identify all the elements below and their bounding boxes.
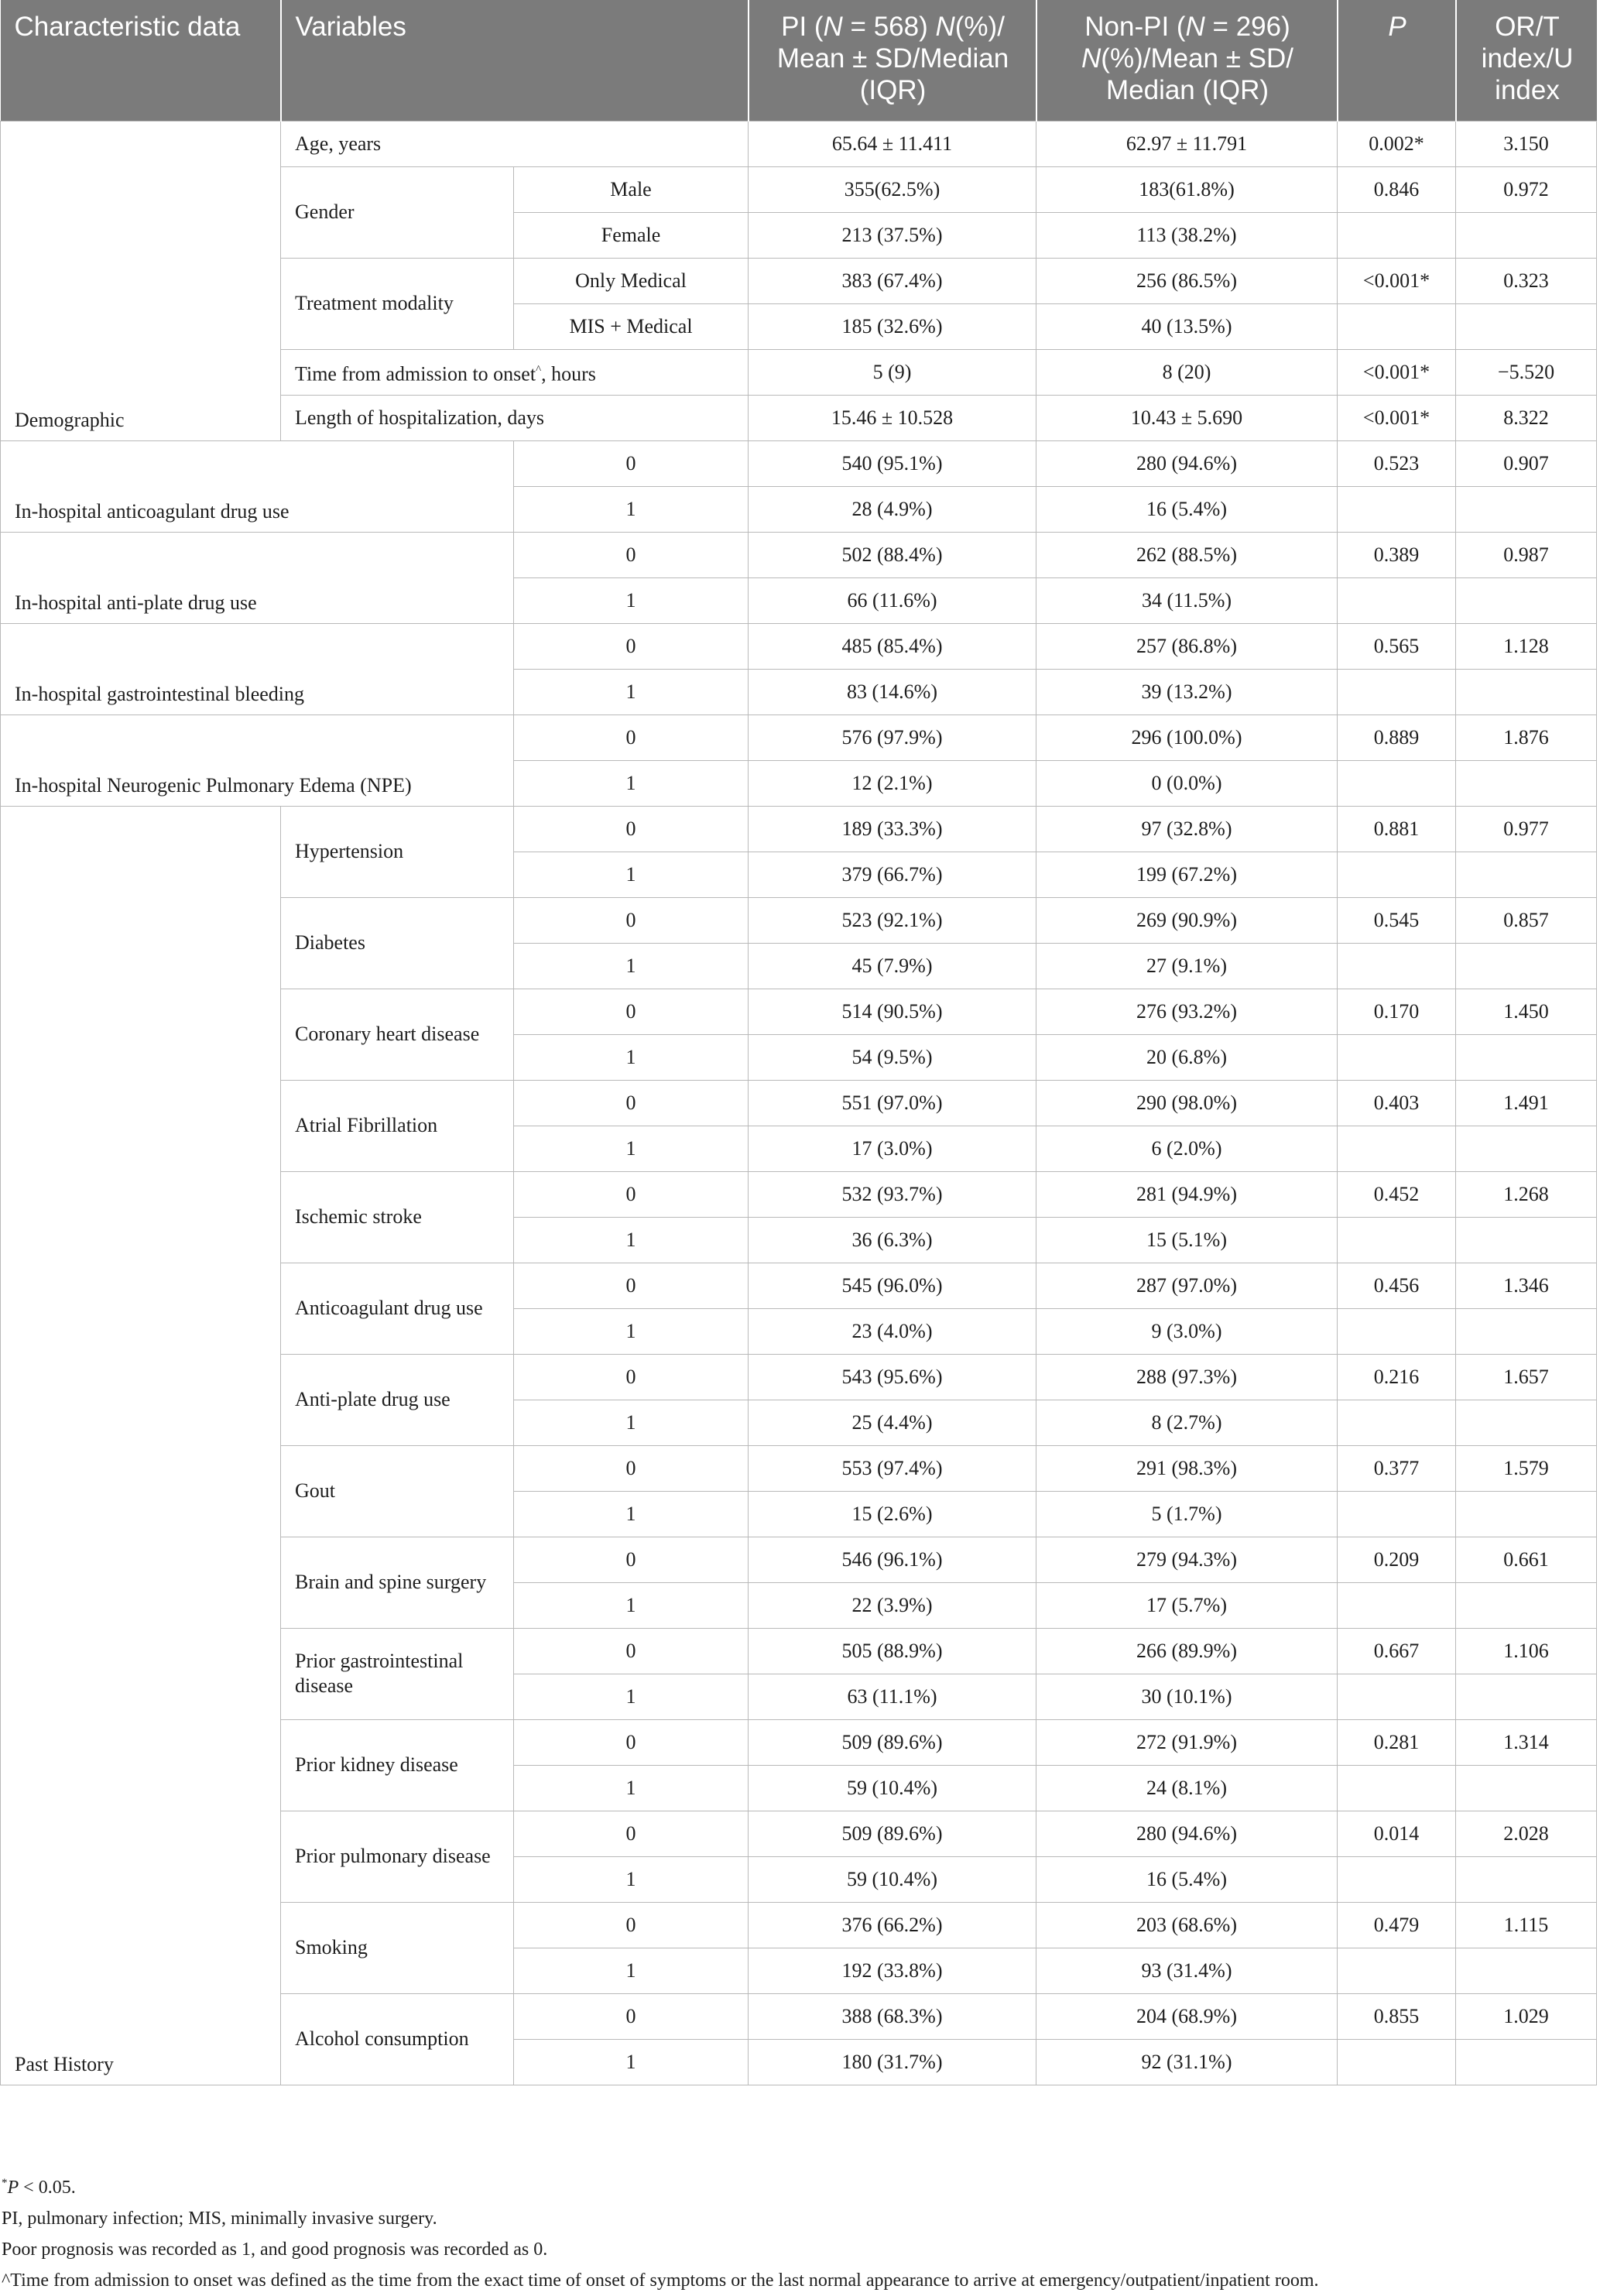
cell-non-pi: 291 (98.3%) [1036,1445,1338,1491]
cell-pi: 540 (95.1%) [749,440,1036,486]
level-1: 1 [514,1491,749,1537]
variable-past: Diabetes [281,897,514,989]
variable-onset: Time from admission to onset^, hours [281,349,749,395]
variable-past: Prior pulmonary disease [281,1811,514,1902]
cell-pi: 543 (95.6%) [749,1354,1036,1400]
cell-pi: 180 (31.7%) [749,2039,1036,2085]
variable-age: Age, years [281,121,749,166]
cell-non-pi: 8 (2.7%) [1036,1400,1338,1445]
cell-non-pi: 92 (31.1%) [1036,2039,1338,2085]
table-footnotes [0,2167,1596,2296]
cell-p: 0.881 [1338,806,1456,852]
cell-p: 0.545 [1338,897,1456,943]
footnote-significance: *P < 0.05. [2,2177,76,2198]
cell-pi: 545 (96.0%) [749,1263,1036,1308]
header-pi: PI (N = 568) N(%)/ Mean ± SD/Median (IQR) [749,0,1036,121]
cell-p [1338,1856,1456,1902]
table-row [1,623,1597,669]
variable-past: Brain and spine surgery [281,1537,514,1628]
cell-non-pi: 296 (100.0%) [1036,715,1338,760]
cell-stat: 1.579 [1456,1445,1597,1491]
level-1: 1 [514,1856,749,1902]
cell-non-pi: 0 (0.0%) [1036,760,1338,806]
level-1: 1 [514,1765,749,1811]
cell-pi: 576 (97.9%) [749,715,1036,760]
cell-pi: 509 (89.6%) [749,1811,1036,1856]
cell-p [1338,486,1456,532]
cell-non-pi: 266 (89.9%) [1036,1628,1338,1674]
cell-pi: 514 (90.5%) [749,989,1036,1034]
cell-pi: 376 (66.2%) [749,1902,1036,1948]
cell-p: 0.452 [1338,1171,1456,1217]
cell-stat: 1.268 [1456,1171,1597,1217]
cell-pi: 65.64 ± 11.411 [749,121,1036,166]
level-0: 0 [514,1811,749,1856]
table-row [1,532,1597,577]
cell-stat: 3.150 [1456,121,1597,166]
cell-non-pi: 97 (32.8%) [1036,806,1338,852]
cell-p [1338,852,1456,897]
variable-past: Prior gastrointestinal disease [281,1628,514,1719]
cell-pi: 189 (33.3%) [749,806,1036,852]
level-0: 0 [514,806,749,852]
cell-pi: 192 (33.8%) [749,1948,1036,1993]
cell-stat [1456,852,1597,897]
cell-stat [1456,1400,1597,1445]
cell-pi: 502 (88.4%) [749,532,1036,577]
level-male: Male [514,166,749,212]
cell-non-pi: 17 (5.7%) [1036,1582,1338,1628]
cell-p: 0.377 [1338,1445,1456,1491]
cell-non-pi: 9 (3.0%) [1036,1308,1338,1354]
cell-pi: 36 (6.3%) [749,1217,1036,1263]
cell-p: 0.889 [1338,715,1456,760]
level-1: 1 [514,577,749,623]
footnote-onset-definition: ^Time from admission to onset was defined as the time from the exact time of onset of symptoms or the last normal appearance to arrive at emergency/outpatient/inpatient room. [2,2270,1319,2291]
cell-pi: 23 (4.0%) [749,1308,1036,1354]
cell-pi: 12 (2.1%) [749,760,1036,806]
cell-p: 0.565 [1338,623,1456,669]
level-female: Female [514,212,749,258]
level-1: 1 [514,486,749,532]
cell-non-pi: 288 (97.3%) [1036,1354,1338,1400]
cell-p [1338,303,1456,349]
variable-past: Smoking [281,1902,514,1993]
cell-non-pi: 6 (2.0%) [1036,1126,1338,1171]
cell-stat [1456,1674,1597,1719]
cell-pi: 15 (2.6%) [749,1491,1036,1537]
cell-p: 0.389 [1338,532,1456,577]
cell-stat: 1.450 [1456,989,1597,1034]
cell-non-pi: 16 (5.4%) [1036,486,1338,532]
cell-non-pi: 257 (86.8%) [1036,623,1338,669]
cell-p [1338,1217,1456,1263]
cell-p [1338,1034,1456,1080]
cell-p [1338,943,1456,989]
cell-p [1338,1308,1456,1354]
cell-pi: 45 (7.9%) [749,943,1036,989]
cell-pi: 379 (66.7%) [749,852,1036,897]
cell-non-pi: 183(61.8%) [1036,166,1338,212]
cell-p [1338,1491,1456,1537]
cell-stat: 0.323 [1456,258,1597,303]
level-mis-medical: MIS + Medical [514,303,749,349]
cell-p [1338,212,1456,258]
cell-non-pi: 15 (5.1%) [1036,1217,1338,1263]
cell-p: <0.001* [1338,258,1456,303]
cell-p: 0.209 [1338,1537,1456,1582]
variable-past: Prior kidney disease [281,1719,514,1811]
cell-non-pi: 20 (6.8%) [1036,1034,1338,1080]
cell-pi: 25 (4.4%) [749,1400,1036,1445]
cell-pi: 523 (92.1%) [749,897,1036,943]
cell-stat: 0.907 [1456,440,1597,486]
cell-non-pi: 10.43 ± 5.690 [1036,395,1338,440]
cell-p: <0.001* [1338,395,1456,440]
cell-pi: 551 (97.0%) [749,1080,1036,1126]
cell-p: 0.216 [1338,1354,1456,1400]
cell-pi: 505 (88.9%) [749,1628,1036,1674]
cell-stat: 1.346 [1456,1263,1597,1308]
group-demographic: Demographic [1,121,281,440]
cell-pi: 22 (3.9%) [749,1582,1036,1628]
level-0: 0 [514,1171,749,1217]
group-past-history: Past History [1,806,281,2085]
cell-non-pi: 287 (97.0%) [1036,1263,1338,1308]
cell-pi: 553 (97.4%) [749,1445,1036,1491]
level-0: 0 [514,897,749,943]
variable-past: Coronary heart disease [281,989,514,1080]
level-1: 1 [514,669,749,715]
cell-pi: 485 (85.4%) [749,623,1036,669]
level-0: 0 [514,532,749,577]
cell-p: 0.002* [1338,121,1456,166]
cell-pi: 83 (14.6%) [749,669,1036,715]
footnote-abbreviations: PI, pulmonary infection; MIS, minimally invasive surgery. [2,2209,437,2229]
footnote-prognosis: Poor prognosis was recorded as 1, and good prognosis was recorded as 0. [2,2239,548,2260]
level-0: 0 [514,1263,749,1308]
cell-non-pi: 203 (68.6%) [1036,1902,1338,1948]
cell-non-pi: 93 (31.4%) [1036,1948,1338,1993]
level-1: 1 [514,1582,749,1628]
cell-stat [1456,760,1597,806]
cell-stat [1456,577,1597,623]
cell-stat: 8.322 [1456,395,1597,440]
level-0: 0 [514,715,749,760]
level-1: 1 [514,1948,749,1993]
level-1: 1 [514,2039,749,2085]
cell-pi: 15.46 ± 10.528 [749,395,1036,440]
variable-past: Gout [281,1445,514,1537]
cell-stat: 1.106 [1456,1628,1597,1674]
cell-stat: 2.028 [1456,1811,1597,1856]
cell-pi: 532 (93.7%) [749,1171,1036,1217]
variable-inhospital: In-hospital anti-plate drug use [1,532,514,623]
cell-pi: 185 (32.6%) [749,303,1036,349]
cell-pi: 17 (3.0%) [749,1126,1036,1171]
cell-pi: 59 (10.4%) [749,1765,1036,1811]
cell-stat: 1.115 [1456,1902,1597,1948]
cell-non-pi: 280 (94.6%) [1036,1811,1338,1856]
level-1: 1 [514,852,749,897]
cell-p: 0.281 [1338,1719,1456,1765]
level-0: 0 [514,440,749,486]
cell-non-pi: 5 (1.7%) [1036,1491,1338,1537]
level-0: 0 [514,1354,749,1400]
level-1: 1 [514,1126,749,1171]
level-0: 0 [514,1445,749,1491]
cell-stat [1456,212,1597,258]
cell-stat: 0.972 [1456,166,1597,212]
cell-p [1338,1582,1456,1628]
level-0: 0 [514,989,749,1034]
variable-inhospital: In-hospital anticoagulant drug use [1,440,514,532]
cell-pi: 54 (9.5%) [749,1034,1036,1080]
level-1: 1 [514,1674,749,1719]
cell-p: 0.855 [1338,1993,1456,2039]
cell-p: 0.403 [1338,1080,1456,1126]
cell-stat [1456,1217,1597,1263]
table-row [1,440,1597,486]
cell-stat [1456,1582,1597,1628]
level-1: 1 [514,1034,749,1080]
cell-p [1338,1400,1456,1445]
variable-past: Hypertension [281,806,514,897]
variable-inhospital: In-hospital gastrointestinal bleeding [1,623,514,715]
cell-non-pi: 276 (93.2%) [1036,989,1338,1034]
level-1: 1 [514,1308,749,1354]
cell-stat [1456,669,1597,715]
cell-non-pi: 113 (38.2%) [1036,212,1338,258]
cell-p [1338,2039,1456,2085]
cell-p: 0.846 [1338,166,1456,212]
variable-past: Ischemic stroke [281,1171,514,1263]
cell-stat: 0.857 [1456,897,1597,943]
cell-non-pi: 62.97 ± 11.791 [1036,121,1338,166]
cell-pi: 66 (11.6%) [749,577,1036,623]
variable-past: Atrial Fibrillation [281,1080,514,1171]
cell-stat: 1.657 [1456,1354,1597,1400]
cell-stat: 1.876 [1456,715,1597,760]
cell-p [1338,1948,1456,1993]
cell-pi: 5 (9) [749,349,1036,395]
header-characteristic: Characteristic data [1,0,281,121]
cell-pi: 388 (68.3%) [749,1993,1036,2039]
variable-gender: Gender [281,166,514,258]
cell-pi: 213 (37.5%) [749,212,1036,258]
cell-p: 0.456 [1338,1263,1456,1308]
cell-non-pi: 34 (11.5%) [1036,577,1338,623]
cell-non-pi: 290 (98.0%) [1036,1080,1338,1126]
variable-inhospital: In-hospital Neurogenic Pulmonary Edema (NPE) [1,715,514,806]
cell-stat: −5.520 [1456,349,1597,395]
cell-p [1338,1126,1456,1171]
cell-stat: 0.977 [1456,806,1597,852]
cell-non-pi: 272 (91.9%) [1036,1719,1338,1765]
level-1: 1 [514,1217,749,1263]
table-row [1,121,1597,166]
cell-non-pi: 281 (94.9%) [1036,1171,1338,1217]
level-0: 0 [514,1993,749,2039]
cell-stat [1456,1034,1597,1080]
level-0: 0 [514,1902,749,1948]
variable-past: Alcohol consumption [281,1993,514,2085]
level-0: 0 [514,1080,749,1126]
cell-non-pi: 8 (20) [1036,349,1338,395]
cell-non-pi: 16 (5.4%) [1036,1856,1338,1902]
cell-stat [1456,2039,1597,2085]
cell-p: <0.001* [1338,349,1456,395]
level-only-medical: Only Medical [514,258,749,303]
cell-p [1338,760,1456,806]
cell-stat [1456,1856,1597,1902]
cell-p [1338,1674,1456,1719]
cell-stat [1456,303,1597,349]
variable-treatment: Treatment modality [281,258,514,349]
variable-los: Length of hospitalization, days [281,395,749,440]
header-stat: OR/T index/U index [1456,0,1597,121]
table-header-row [1,0,1597,121]
cell-non-pi: 199 (67.2%) [1036,852,1338,897]
cell-non-pi: 30 (10.1%) [1036,1674,1338,1719]
cell-stat: 1.029 [1456,1993,1597,2039]
cell-p [1338,577,1456,623]
cell-pi: 59 (10.4%) [749,1856,1036,1902]
cell-stat: 0.661 [1456,1537,1597,1582]
cell-stat [1456,1948,1597,1993]
cell-stat [1456,1126,1597,1171]
cell-stat [1456,943,1597,989]
cell-pi: 355(62.5%) [749,166,1036,212]
level-0: 0 [514,623,749,669]
table-row [1,806,1597,852]
level-0: 0 [514,1719,749,1765]
header-variables: Variables [281,0,749,121]
cell-p: 0.170 [1338,989,1456,1034]
cell-p [1338,669,1456,715]
cell-p: 0.014 [1338,1811,1456,1856]
cell-non-pi: 256 (86.5%) [1036,258,1338,303]
cell-non-pi: 27 (9.1%) [1036,943,1338,989]
cell-stat [1456,486,1597,532]
variable-past: Anticoagulant drug use [281,1263,514,1354]
cell-stat: 1.314 [1456,1719,1597,1765]
cell-stat: 1.128 [1456,623,1597,669]
level-1: 1 [514,943,749,989]
cell-non-pi: 280 (94.6%) [1036,440,1338,486]
cell-p [1338,1765,1456,1811]
level-1: 1 [514,760,749,806]
cell-non-pi: 269 (90.9%) [1036,897,1338,943]
cell-non-pi: 24 (8.1%) [1036,1765,1338,1811]
cell-pi: 63 (11.1%) [749,1674,1036,1719]
cell-p: 0.523 [1338,440,1456,486]
cell-stat [1456,1765,1597,1811]
cell-stat: 0.987 [1456,532,1597,577]
level-0: 0 [514,1537,749,1582]
table-row [1,715,1597,760]
cell-stat [1456,1491,1597,1537]
cell-pi: 383 (67.4%) [749,258,1036,303]
header-non-pi: Non-PI (N = 296) N(%)/Mean ± SD/ Median (IQR) [1036,0,1338,121]
cell-stat [1456,1308,1597,1354]
cell-non-pi: 40 (13.5%) [1036,303,1338,349]
cell-non-pi: 39 (13.2%) [1036,669,1338,715]
cell-non-pi: 204 (68.9%) [1036,1993,1338,2039]
cell-pi: 28 (4.9%) [749,486,1036,532]
cell-p: 0.667 [1338,1628,1456,1674]
cell-stat: 1.491 [1456,1080,1597,1126]
variable-past: Anti-plate drug use [281,1354,514,1445]
cell-pi: 546 (96.1%) [749,1537,1036,1582]
cell-pi: 509 (89.6%) [749,1719,1036,1765]
cell-non-pi: 262 (88.5%) [1036,532,1338,577]
cell-p: 0.479 [1338,1902,1456,1948]
cell-non-pi: 279 (94.3%) [1036,1537,1338,1582]
level-1: 1 [514,1400,749,1445]
level-0: 0 [514,1628,749,1674]
header-p: P [1338,0,1456,121]
